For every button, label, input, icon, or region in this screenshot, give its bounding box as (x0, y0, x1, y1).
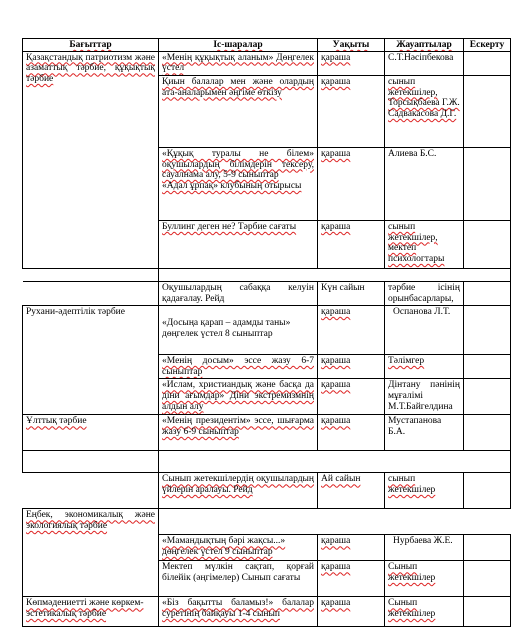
responsible-cell: С.Т.Нәсіпбекова (385, 51, 464, 75)
notes-cell (464, 281, 511, 305)
empty-cell (23, 451, 159, 473)
table-row (23, 415, 511, 451)
direction-cell (23, 281, 159, 305)
time-cell: қараша (318, 561, 385, 597)
event-cell: Мектеп мүлкін сақтап, қорғай білейік (әңгімелер) Сынып сағаты (159, 561, 318, 597)
event-cell: «Ислам, христиандық және басқа да діни ағымдар» Діни экстремизмнің алдын алу (159, 379, 318, 415)
direction-cell: Ұлттық тәрбие (23, 415, 159, 451)
plan-table (22, 38, 511, 627)
event-cell: «Менің құқықтық аланым» Дөңгелек үстел (159, 51, 318, 75)
event-cell: «Досыңа қарап – адамды таны» дөңгелек үстел 8 сыныптар (159, 306, 318, 355)
responsible-cell: Сынып жетекшілер (385, 597, 464, 627)
table-row (23, 473, 511, 509)
notes-cell (464, 473, 511, 509)
header-direction: Бағыттар (23, 39, 159, 52)
notes-cell (464, 415, 511, 451)
table-row (23, 268, 511, 281)
header-responsible: Жауаптылар (385, 39, 464, 52)
responsible-cell: тәрбие ісінің орынбасарлары, (385, 281, 464, 305)
time-cell: қараша (318, 597, 385, 627)
direction-cell (23, 473, 159, 509)
responsible-cell: Оспанова Л.Т. (385, 306, 464, 355)
time-cell: Ай сайын (318, 473, 385, 509)
event-cell: «Біз бақытты баламыз!» балалар суретінің байқауы 1-4 сынып (159, 597, 318, 627)
event-cell: «Менің досым» эссе жазу 6-7 сыныптар (159, 355, 318, 379)
event-cell: «Құқық туралы не білем» оқушылардың білімдерін тексеру, сауалнама алу, 5-9 сыныптар «Адал ұрпақ» клубының отырысы (159, 147, 318, 220)
header-row (23, 39, 511, 52)
empty-cell (159, 451, 511, 473)
time-cell: қараша (318, 306, 385, 355)
responsible-cell: Дінтану пәнінің мұғалімі М.Т.Байгелдина (385, 379, 464, 415)
direction-cell: Еңбек, экономикалық және экологиялық тәрбие (23, 509, 159, 597)
event-cell: Оқушылардың сабаққа келуін қадағалау. Рейд (159, 281, 318, 305)
time-cell: Күн сайын (318, 281, 385, 305)
header-time: Уақыты (318, 39, 385, 52)
direction-cell: Қазақстандық патриотизм және азаматтық тәрбие, құқықтық тәрбие (23, 51, 159, 268)
notes-cell (464, 535, 511, 561)
notes-cell (464, 597, 511, 627)
notes-cell (464, 306, 511, 355)
empty-cell (23, 268, 159, 281)
responsible-cell: сынып жетекшілер (385, 473, 464, 509)
time-cell: қараша (318, 75, 385, 147)
event-cell: Буллинг деген не? Тәрбие сағаты (159, 220, 318, 268)
table-row (23, 281, 511, 305)
notes-cell (464, 561, 511, 597)
time-cell: қараша (318, 415, 385, 451)
table-row (23, 306, 511, 355)
time-cell: қараша (318, 379, 385, 415)
responsible-cell: Мустапанова Б.А. (385, 415, 464, 451)
time-cell: қараша (318, 535, 385, 561)
table-row (23, 51, 511, 75)
responsible-cell: Нурбаева Ж.Е. (385, 535, 464, 561)
time-cell: қараша (318, 147, 385, 220)
time-cell: қараша (318, 51, 385, 75)
table-row (23, 597, 511, 627)
header-notes: Ескерту (464, 39, 511, 52)
notes-cell (464, 379, 511, 415)
event-cell: Қиын балалар мен және олардың ата-аналарымен әңгіме өткізу (159, 75, 318, 147)
responsible-cell: сынып жетекшілер, Торсықбаева Г.Ж. Садвакасова Д.Г. (385, 75, 464, 147)
direction-cell: Көпмәдениетті және көркем-эстетикалық тәрбие (23, 597, 159, 627)
notes-cell (464, 355, 511, 379)
notes-cell (464, 147, 511, 220)
notes-cell (464, 75, 511, 147)
event-cell: «Менің президентім» эссе, шығарма жазу 6-9 сыныптар (159, 415, 318, 451)
responsible-cell: Тәлімгер (385, 355, 464, 379)
responsible-cell: сынып жетекшілер, мектеп психологтары (385, 220, 464, 268)
table-row (23, 509, 511, 535)
time-cell: қараша (318, 355, 385, 379)
empty-cell (159, 268, 511, 281)
direction-cell: Рухани-әдептілік тәрбие (23, 306, 159, 415)
responsible-cell: Алиева Б.С. (385, 147, 464, 220)
event-cell: Сынып жетекшілердің оқушылардың үйлерін аралауы. Рейд (159, 473, 318, 509)
event-cell: «Мамандықтың бәрі жақсы...» дөңгелек үстел 9 сыныптар (159, 535, 318, 561)
header-events: Іс-шаралар (159, 39, 318, 52)
notes-cell (464, 220, 511, 268)
notes-cell (464, 51, 511, 75)
responsible-cell: Сынып жетекшілер (385, 561, 464, 597)
time-cell: қараша (318, 220, 385, 268)
table-row (23, 451, 511, 473)
empty-cell (159, 509, 511, 535)
